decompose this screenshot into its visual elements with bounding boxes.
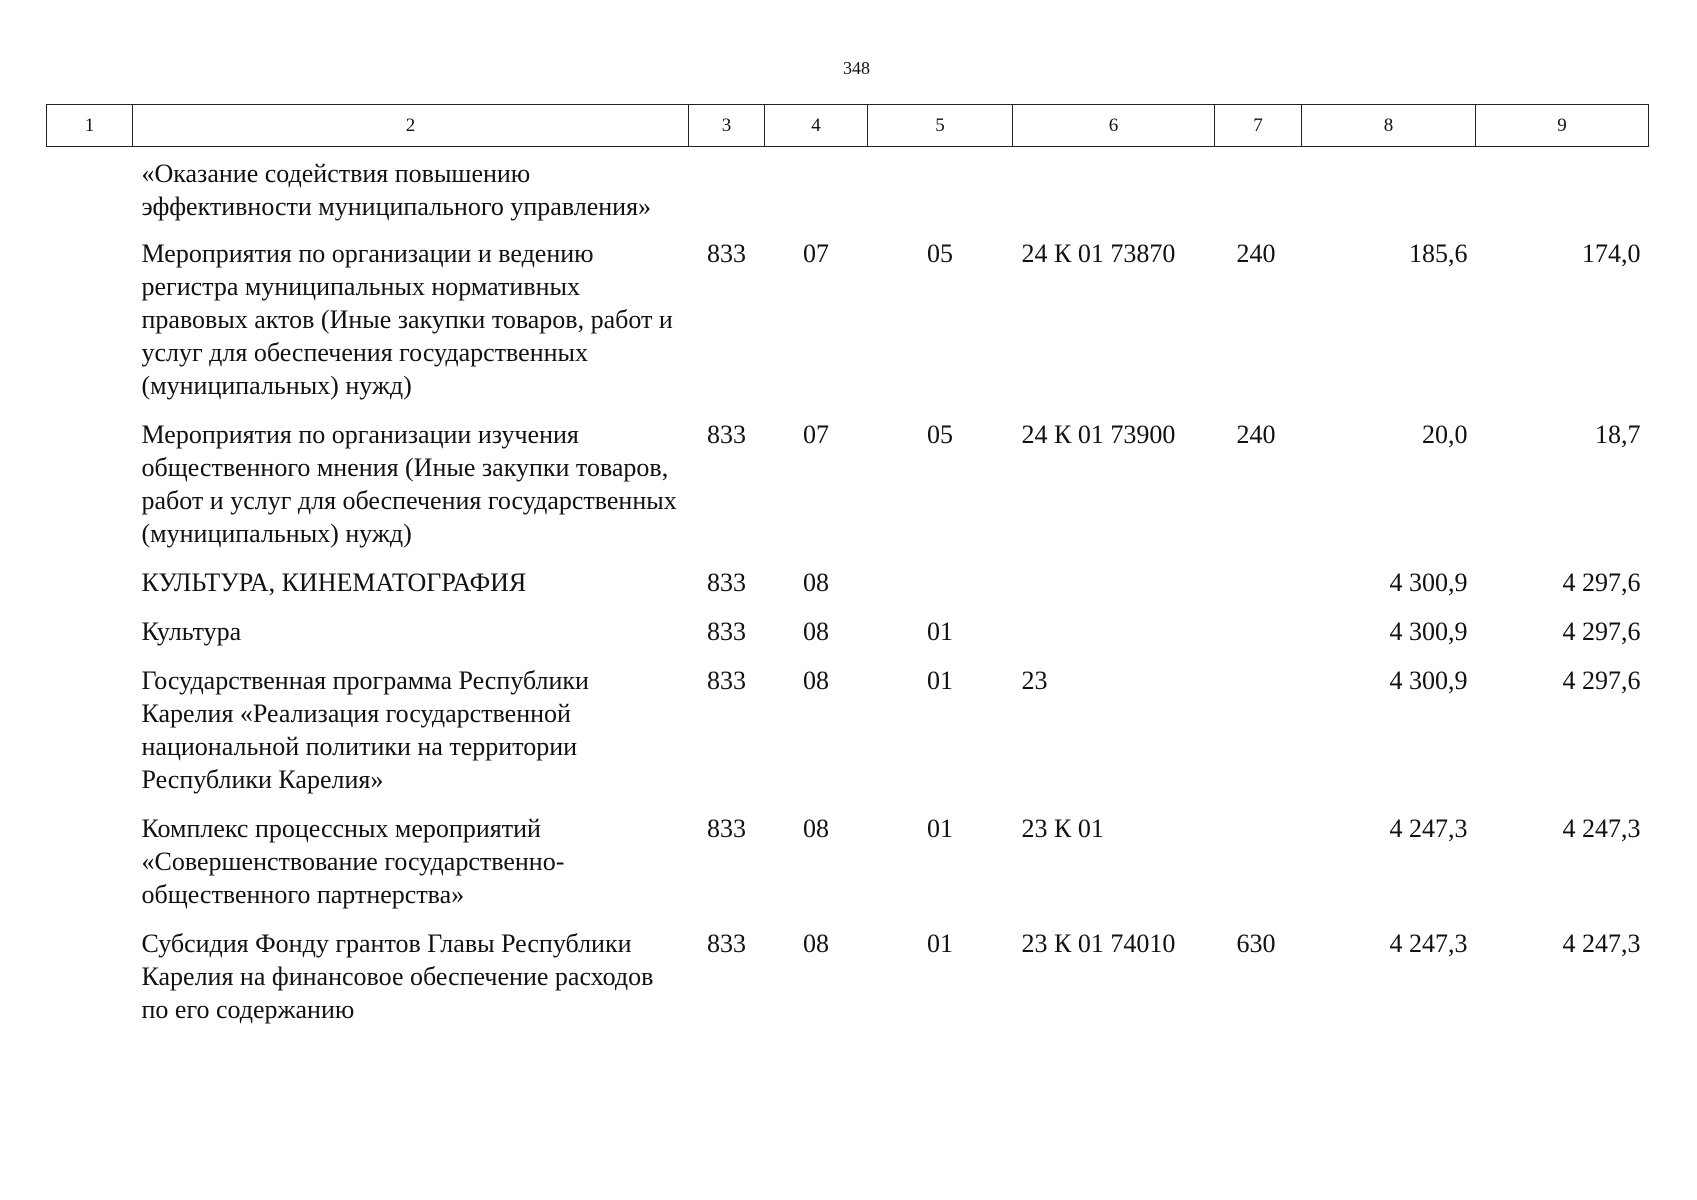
cell-amount-9: 18,7	[1595, 420, 1641, 449]
cell-ministry: 833	[707, 420, 746, 449]
cell-target-article: 23	[1021, 666, 1048, 695]
header-col-2: 2	[133, 105, 689, 147]
cell-amount-8: 4 300,9	[1389, 617, 1468, 646]
cell-amount-8: 4 247,3	[1389, 929, 1468, 958]
cell-target-article: 23 К 01 74010	[1021, 929, 1176, 958]
header-col-6: 6	[1013, 105, 1215, 147]
cell-subsection: 01	[927, 666, 953, 695]
cell-amount-9: 4 247,3	[1562, 929, 1641, 958]
budget-table	[46, 104, 1649, 1042]
cell-subsection	[868, 566, 1013, 615]
cell-col1	[47, 418, 133, 566]
cell-section	[765, 147, 868, 238]
cell-subsection	[868, 147, 1013, 238]
cell-section: 07	[803, 239, 829, 268]
cell-amount-9: 4 297,6	[1562, 666, 1641, 695]
cell-col1	[47, 812, 133, 927]
cell-section: 08	[803, 568, 829, 597]
cell-col1	[47, 566, 133, 615]
cell-expense-type: 240	[1236, 239, 1276, 268]
cell-col1	[47, 664, 133, 812]
cell-amount-9: 4 297,6	[1562, 568, 1641, 597]
cell-ministry	[689, 147, 765, 238]
table-row	[47, 566, 1649, 615]
table-row	[47, 927, 1649, 1042]
cell-ministry: 833	[707, 814, 746, 843]
cell-expense-type	[1215, 147, 1302, 238]
cell-target-article	[1013, 147, 1215, 238]
cell-amount-9	[1476, 147, 1649, 238]
cell-section: 08	[803, 814, 829, 843]
cell-name: Государственная программа Республики Карелия «Реализация государственной национальной политики на территории Республики Карелия»	[141, 666, 589, 794]
cell-name: «Оказание содействия повышению эффективности муниципального управления»	[141, 159, 652, 221]
cell-ministry: 833	[707, 929, 746, 958]
header-col-4: 4	[765, 105, 868, 147]
header-col-7: 7	[1215, 105, 1302, 147]
cell-name: Субсидия Фонду грантов Главы Республики Карелия на финансовое обеспечение расходов по его содержанию	[141, 929, 654, 1024]
cell-col1	[47, 927, 133, 1042]
header-col-3: 3	[689, 105, 765, 147]
cell-col1	[47, 237, 133, 418]
table-row	[47, 664, 1649, 812]
cell-name: Культура	[141, 617, 242, 646]
cell-section: 08	[803, 666, 829, 695]
cell-expense-type: 240	[1236, 420, 1276, 449]
header-col-1: 1	[47, 105, 133, 147]
cell-amount-8: 4 300,9	[1389, 568, 1468, 597]
cell-name: КУЛЬТУРА, КИНЕМАТОГРАФИЯ	[141, 568, 527, 597]
cell-ministry: 833	[707, 568, 746, 597]
cell-section: 07	[803, 420, 829, 449]
table-row	[47, 615, 1649, 664]
cell-expense-type	[1215, 664, 1302, 812]
cell-target-article	[1013, 566, 1215, 615]
table-row	[47, 147, 1649, 238]
cell-target-article: 23 К 01	[1021, 814, 1104, 843]
cell-target-article	[1013, 615, 1215, 664]
cell-section: 08	[803, 929, 829, 958]
header-col-9: 9	[1476, 105, 1649, 147]
cell-subsection: 05	[927, 239, 953, 268]
cell-name: Мероприятия по организации изучения общественного мнения (Иные закупки товаров, работ и услуг для обеспечения государственных (муниципальных) нужд)	[141, 420, 677, 548]
cell-amount-9: 4 297,6	[1562, 617, 1641, 646]
cell-amount-8: 185,6	[1409, 239, 1468, 268]
cell-name: Мероприятия по организации и ведению регистра муниципальных нормативных правовых актов (Иные закупки товаров, работ и услуг для обеспечения государственных (муниципальных) нужд)	[141, 239, 673, 400]
cell-ministry: 833	[707, 617, 746, 646]
cell-expense-type	[1215, 615, 1302, 664]
cell-subsection: 01	[927, 814, 953, 843]
cell-subsection: 01	[927, 617, 953, 646]
cell-expense-type: 630	[1236, 929, 1276, 958]
cell-expense-type	[1215, 812, 1302, 927]
cell-expense-type	[1215, 566, 1302, 615]
page-number: 348	[843, 58, 870, 78]
cell-amount-8: 4 300,9	[1389, 666, 1468, 695]
cell-ministry: 833	[707, 239, 746, 268]
header-col-8: 8	[1302, 105, 1476, 147]
cell-name: Комплекс процессных мероприятий «Совершенствование государственно-общественного партнерства»	[141, 814, 565, 909]
cell-amount-9: 174,0	[1582, 239, 1641, 268]
cell-section: 08	[803, 617, 829, 646]
header-col-5: 5	[868, 105, 1013, 147]
cell-col1	[47, 147, 133, 238]
cell-target-article: 24 К 01 73870	[1021, 239, 1176, 268]
cell-amount-9: 4 247,3	[1562, 814, 1641, 843]
table-header-row	[47, 105, 1649, 147]
cell-col1	[47, 615, 133, 664]
table-row	[47, 237, 1649, 418]
cell-amount-8: 4 247,3	[1389, 814, 1468, 843]
cell-subsection: 01	[927, 929, 953, 958]
cell-subsection: 05	[927, 420, 953, 449]
cell-amount-8: 20,0	[1422, 420, 1468, 449]
table-row	[47, 812, 1649, 927]
table-row	[47, 418, 1649, 566]
cell-target-article: 24 К 01 73900	[1021, 420, 1176, 449]
cell-ministry: 833	[707, 666, 746, 695]
cell-amount-8	[1302, 147, 1476, 238]
